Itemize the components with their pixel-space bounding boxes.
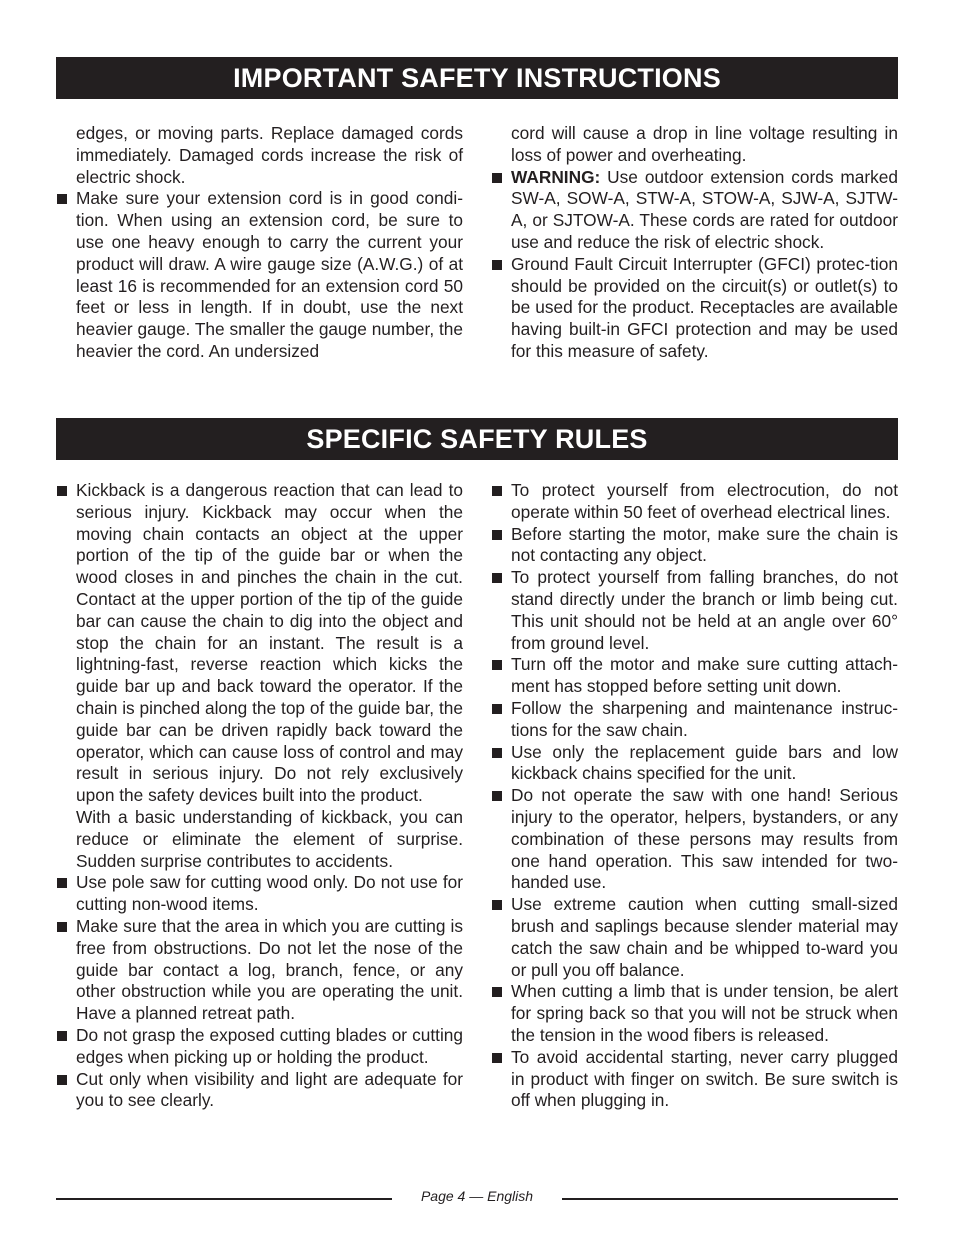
page-footer [56,1186,898,1208]
square-bullet-icon [57,1075,67,1085]
list-item [56,188,463,362]
square-bullet-icon [492,704,502,714]
square-bullet-icon [492,660,502,670]
square-bullet-icon [492,530,502,540]
warning-item [491,167,898,254]
list-item-text: To protect yourself from electrocution, do not operate within 50 feet of overhead electrical lines. [511,480,898,522]
important-left-column [56,123,463,363]
list-item-text: Ground Fault Circuit Interrupter (GFCI) protec-tion should be provided on the circuit(s) or outlet(s) to be used for the product. Receptacles are available having built-in GFCI protection and may be used for this measure of safety. [511,253,898,361]
list-item [491,480,898,524]
square-bullet-icon [57,486,67,496]
specific-safety-title: SPECIFIC SAFETY RULES [306,423,648,454]
list-item [56,1069,463,1113]
list-item-text: To protect yourself from falling branches, do not stand directly under the branch or limb being cut. This unit should not be held at an angle over 60° from ground level. [511,567,898,653]
continued-paragraph: cord will cause a drop in line voltage resulting in loss of power and overheating. [511,123,898,165]
square-bullet-icon [492,987,502,997]
square-bullet-icon [492,791,502,801]
list-item [56,916,463,1025]
kickback-followup-paragraph: With a basic understanding of kickback, you can reduce or eliminate the element of surprise. Sudden surprise contributes to accidents. [76,806,463,871]
list-item-text: Do not operate the saw with one hand! Serious injury to the operator, helpers, bystanders, or any combination of these persons may results from one hand operation. This saw intended for two-handed use. [511,785,898,893]
list-item-text: Use extreme caution when cutting small-sized brush and saplings because slender material may catch the saw chain and be whipped to-ward you or pull you off balance. [511,894,898,980]
list-item-text: Follow the sharpening and maintenance instruc-tions for the saw chain. [511,697,898,740]
specific-right-column [491,480,898,1112]
square-bullet-icon [492,486,502,496]
list-item-text: Use only the replacement guide bars and low kickback chains specified for the unit. [511,741,898,784]
list-item [491,1047,898,1112]
list-item-text: Do not grasp the exposed cutting blades or cutting edges when picking up or holding the product. [76,1024,463,1067]
list-item [491,698,898,742]
list-item [491,981,898,1046]
list-item-text: Cut only when visibility and light are adequate for you to see clearly. [76,1068,463,1111]
footer-rule-right [562,1198,898,1200]
list-item [491,254,898,363]
square-bullet-icon [492,260,502,270]
continued-paragraph: edges, or moving parts. Replace damaged cords immediately. Damaged cords increase the risk of electric shock. [76,123,463,187]
list-item-text: Make sure your extension cord is in good condi-tion. When using an extension cord, be sure to use one heavy enough to carry the current your product will draw. A wire gauge size (A.W.G.) of at least 16 is recommended for an extension cord 50 feet or less in length. If in doubt, use the next heavier gauge. The smaller the gauge number, the heavier the cord. An undersized [76,188,463,361]
list-item-text: To avoid accidental starting, never carry plugged in product with finger on switch. Be sure switch is off when plugging in. [511,1046,898,1111]
important-right-column [491,123,898,363]
list-item-text: Make sure that the area in which you are cutting is free from obstructions. Do not let the nose of the guide bar contact a log, branch, fence, or any other obstruction while you are operating the unit. Have a planned retreat path. [76,915,463,1024]
list-item [491,742,898,786]
square-bullet-icon [57,1031,67,1041]
warning-text: Use outdoor extension cords marked SW-A, SOW-A, STW-A, STOW-A, SJW-A, SJTW-A, or SJTOW-A. These cords are rated for outdoor use and reduce the risk of electric shock. [511,166,898,252]
list-item [491,894,898,981]
list-item [491,524,898,568]
list-item [491,567,898,654]
specific-left-column [56,480,463,1112]
list-item [491,654,898,698]
important-safety-banner [56,57,898,99]
list-item-text: When cutting a limb that is under tension, be alert for spring back so that you will not be struck when the tension in the wood fibers is released. [511,981,898,1045]
square-bullet-icon [492,900,502,910]
square-bullet-icon [57,922,67,932]
list-item [491,785,898,894]
square-bullet-icon [492,1053,502,1063]
important-safety-title: IMPORTANT SAFETY INSTRUCTIONS [233,62,721,93]
list-item-text: Turn off the motor and make sure cutting attach-ment has stopped before setting unit down. [511,654,898,697]
list-item [56,480,463,807]
square-bullet-icon [492,173,502,183]
page-number-label: Page 4 — English [420,1188,534,1204]
warning-label: WARNING: [511,166,601,187]
list-item-text: Use pole saw for cutting wood only. Do not use for cutting non-wood items. [76,872,463,915]
square-bullet-icon [57,878,67,888]
list-item-text: Kickback is a dangerous reaction that can lead to serious injury. Kickback may occur when the moving chain contacts an object at the upper portion of the tip of the guide bar or when the wood closes in and pinches the chain in the cut. Contact at the upper portion of the tip of the guide bar can cause the chain to dig into the object and stop the chain for an instant. The result is a lightning-fast, reverse reaction which kicks the guide bar up and back toward the operator. If the chain is pinched along the top of the guide bar, the guide bar can be driven rapidly back toward the operator, which can cause loss of control and may result in serious injury. Do not rely exclusively upon the safety devices built into the product. [76,480,463,806]
square-bullet-icon [492,573,502,583]
square-bullet-icon [57,194,67,204]
square-bullet-icon [492,748,502,758]
list-item-text: Before starting the motor, make sure the chain is not contacting any object. [511,523,898,566]
specific-safety-banner [56,418,898,460]
list-item [56,1025,463,1069]
list-item [56,872,463,916]
